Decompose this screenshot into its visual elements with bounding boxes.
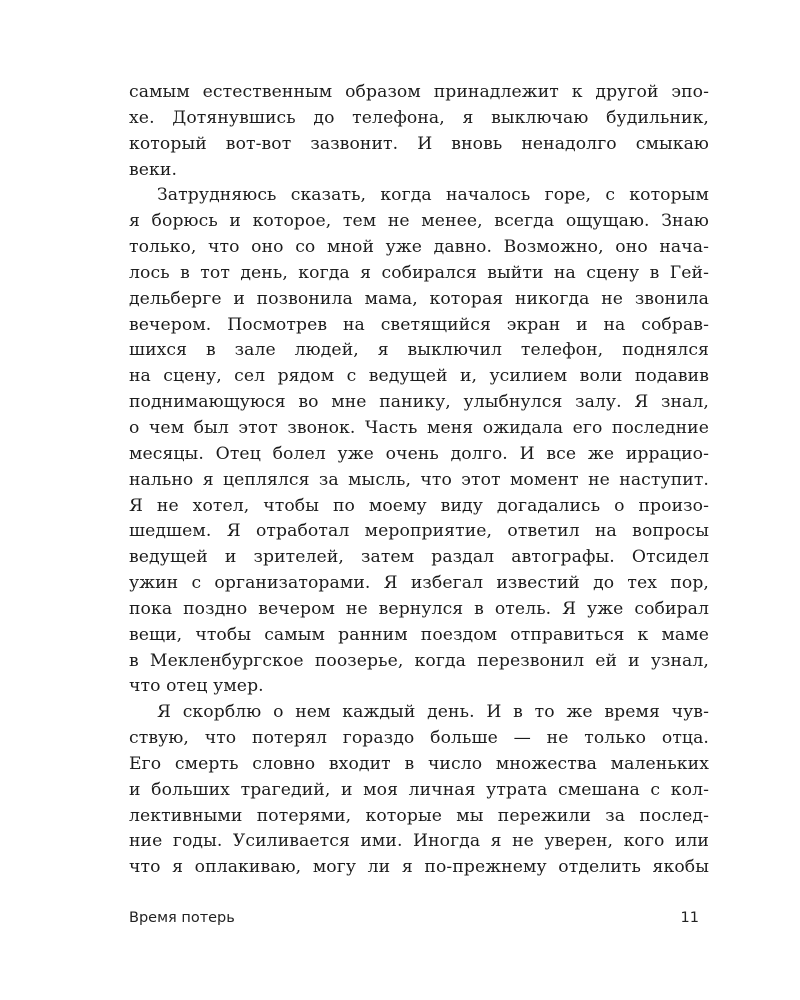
text-line: я борюсь и которое, тем не менее, всегда ощущаю. Знаю	[129, 211, 709, 232]
text-line: месяцы. Отец болел уже очень долго. И все же иррацио-	[129, 443, 709, 464]
text-line: ведущей и зрителей, затем раздал автографы. Отсидел	[129, 547, 709, 568]
body-text	[129, 80, 709, 881]
text-line: Его смерть словно входит в число множества маленьких	[129, 753, 709, 774]
text-line: что я оплакиваю, могу ли я по-прежнему отделить якобы	[129, 857, 709, 878]
text-line: только, что оно со мной уже давно. Возможно, оно нача-	[129, 237, 709, 258]
text-line: в Мекленбургское поозерье, когда перезвонил ей и узнал,	[129, 650, 709, 671]
text-line: Я не хотел, чтобы по моему виду догадались о произо-	[129, 495, 709, 516]
text-line: ужин с организаторами. Я избегал известий до тех пор,	[129, 573, 709, 594]
text-line: вечером. Посмотрев на светящийся экран и на собрав-	[129, 314, 709, 335]
text-line: нально я цеплялся за мысль, что этот момент не наступит.	[129, 469, 709, 490]
text-line: что отец умер.	[129, 676, 264, 697]
text-line: лось в тот день, когда я собирался выйти на сцену в Гей-	[129, 262, 709, 283]
text-line: который вот-вот зазвонит. И вновь ненадолго смыкаю	[129, 133, 709, 154]
text-line: пока поздно вечером не вернулся в отель. Я уже собирал	[129, 598, 709, 619]
text-line: о чем был этот звонок. Часть меня ожидала его последние	[129, 417, 709, 438]
text-line: самым естественным образом принадлежит к другой эпо-	[129, 82, 709, 102]
running-title: Время потерь	[129, 910, 235, 926]
text-line: и больших трагедий, и моя личная утрата смешана с кол-	[129, 779, 709, 800]
page-number: 11	[680, 910, 699, 926]
text-line: шихся в зале людей, я выключил телефон, поднялся	[129, 340, 709, 361]
text-line: дельберге и позвонила мама, которая никогда не звонила	[129, 288, 709, 309]
text-line: веки.	[129, 159, 178, 180]
text-line: ствую, что потерял гораздо больше — не только отца.	[129, 728, 709, 749]
text-line: Я скорблю о нем каждый день. И в то же время чув-	[157, 702, 709, 723]
text-line: хе. Дотянувшись до телефона, я выключаю будильник,	[129, 107, 709, 128]
text-line: лективными потерями, которые мы пережили за послед-	[129, 805, 709, 826]
text-line: ние годы. Усиливается ими. Иногда я не уверен, кого или	[129, 831, 709, 852]
text-line: на сцену, сел рядом с ведущей и, усилием воли подавив	[129, 366, 709, 387]
text-line: поднимающуюся во мне панику, улыбнулся залу. Я знал,	[129, 392, 709, 413]
text-line: Затрудняюсь сказать, когда началось горе, с которым	[157, 185, 709, 206]
text-line: вещи, чтобы самым ранним поездом отправиться к маме	[129, 624, 709, 645]
text-line: шедшем. Я отработал мероприятие, ответил на вопросы	[129, 521, 709, 542]
page-footer	[129, 910, 699, 926]
